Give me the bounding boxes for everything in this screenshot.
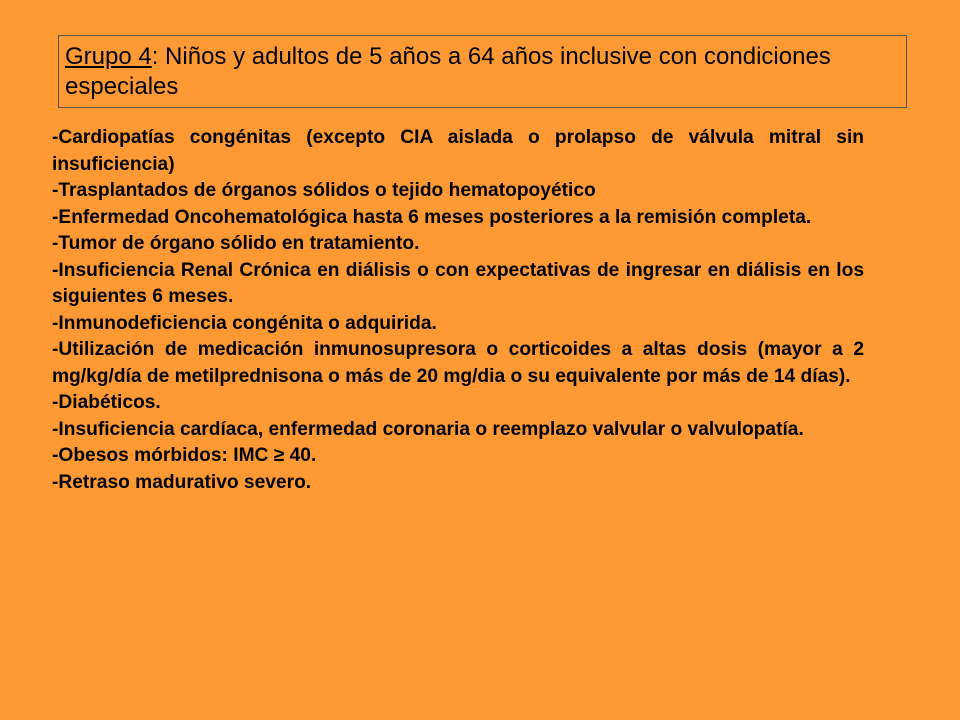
condition-item: -Obesos mórbidos: IMC ≥ 40. [52,445,317,466]
conditions-list [52,125,864,496]
condition-item: -Inmunodeficiencia congénita o adquirida. [52,312,437,334]
condition-item: -Insuficiencia cardíaca, enfermedad coronaria o reemplazo valvular o valvulopatía. [52,418,804,440]
group-label: Grupo 4 [65,43,152,70]
condition-item: -Diabéticos. [52,392,161,413]
condition-item: -Utilización de medicación inmunosupresora o corticoides a altas dosis (mayor a 2 mg/kg/día de metilprednisona o más de 20 mg/dia o su equivalente por más de 14 días). [52,339,864,387]
condition-item: -Cardiopatías congénitas (excepto CIA aislada o prolapso de válvula mitral sin insuficiencia) [52,127,864,175]
condition-item: -Insuficiencia Renal Crónica en diálisis o con expectativas de ingresar en diálisis en los siguientes 6 meses. [52,259,864,307]
condition-item: -Tumor de órgano sólido en tratamiento. [52,233,420,254]
title-box [58,35,907,108]
condition-item: -Enfermedad Oncohematológica hasta 6 meses posteriores a la remisión completa. [52,206,812,228]
condition-item: -Retraso madurativo severo. [52,471,312,493]
group-description: : Niños y adultos de 5 años a 64 años inclusive con condiciones especiales [65,43,831,100]
condition-item: -Trasplantados de órganos sólidos o tejido hematopoyético [52,180,596,201]
